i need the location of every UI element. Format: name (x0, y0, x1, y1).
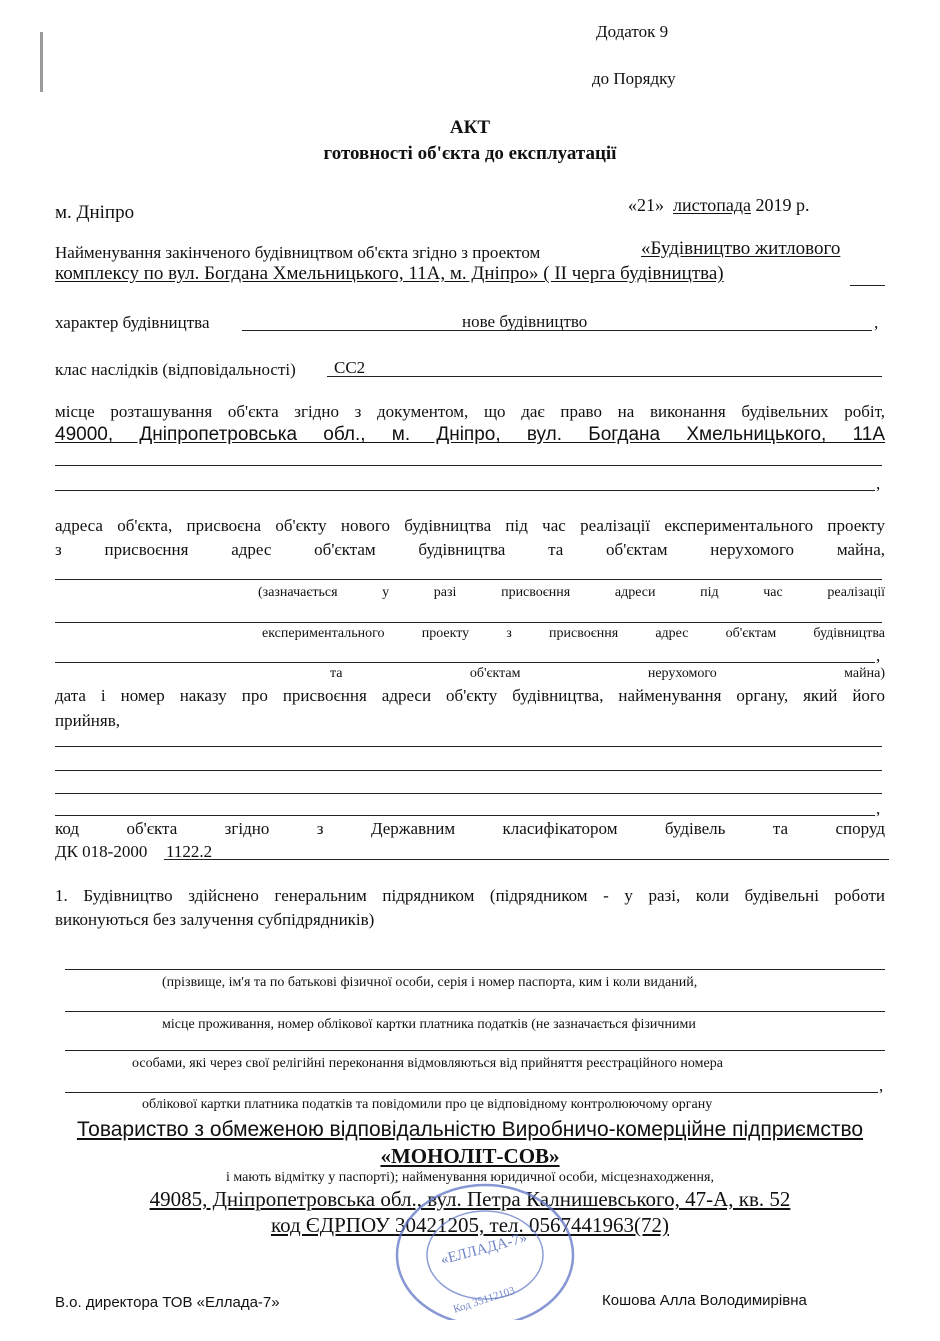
consequence-class-label: клас наслідків (відповідальності) (55, 360, 296, 379)
blank-line (65, 1092, 878, 1093)
classifier-value: 1122.2 (166, 842, 213, 861)
classifier-prefix: ДК 018-2000 (55, 842, 148, 861)
annex-label: Додаток 9 (596, 22, 669, 41)
contractor-name-1: Товариство з обмеженою відповідальністю Виробничо-комерційне підприємство (76, 1118, 864, 1141)
blank-line (55, 622, 882, 623)
date-day: «21» (628, 195, 664, 215)
blank-line (55, 579, 882, 580)
blank-line (55, 770, 882, 771)
comma: , (876, 474, 881, 493)
contractor-address: 49085, Дніпропетровська обл., вул. Петра Калнишевського, 47-А, кв. 52 (149, 1187, 791, 1211)
section1-note-1: (прізвище, ім'я та по батькові фізичної особи, серія і номер паспорта, ким і коли виданий, (162, 975, 698, 990)
signer-title: В.о. директора ТОВ «Еллада-7» (55, 1294, 280, 1311)
blank-line (55, 815, 875, 816)
section1-note-2: місце проживання, номер облікової картки платника податків (не зазначається фізичними (162, 1017, 696, 1032)
blank-line (55, 490, 875, 491)
scan-artifact (40, 32, 43, 92)
blank-line (65, 1011, 885, 1012)
section1-text-1: 1. Будівництво здійснено генеральним підрядником (підрядником - у разі, коли будівельні роботи (55, 886, 885, 905)
consequence-class-line (327, 376, 882, 377)
contractor-code: код ЄДРПОУ 30421205, тел. 0567441963(72) (270, 1213, 670, 1237)
signer-name: Кошова Алла Володимирівна (602, 1292, 807, 1309)
contractor-name-2: «МОНОЛІТ-СОВ» (380, 1144, 560, 1168)
blank-line (55, 465, 882, 466)
city: м. Дніпро (55, 202, 135, 223)
order-info-label-1: дата і номер наказу про присвоєння адреси об'єкту будівництва, найменування органу, який його (55, 686, 885, 705)
comma: , (876, 646, 881, 665)
company-stamp (390, 1175, 580, 1320)
blank-line (55, 662, 875, 663)
stamp-code-text: Код 35112103 (451, 1284, 517, 1316)
classifier-line (164, 859, 889, 860)
comma: , (874, 313, 879, 332)
blank-line (55, 793, 882, 794)
section1-note-5: і мають відмітку у паспорті); найменування юридичної особи, місцезнаходження, (226, 1170, 714, 1185)
classifier-label: код об'єкта згідно з Державним класифікатором будівель та споруд (55, 819, 885, 838)
address-note-3: та об'єктам нерухомого майна) (330, 666, 885, 681)
date-line (628, 195, 810, 216)
location-label: місце розташування об'єкта згідно з документом, що дає право на виконання будівельних робіт, (55, 402, 885, 421)
blank-line (65, 1050, 885, 1051)
construction-type-value: нове будівництво (462, 312, 588, 331)
section1-note-4: облікової картки платника податків та повідомили про це відповідному контролюючому органу (142, 1097, 713, 1112)
date-month: листопада (673, 195, 752, 215)
object-name-label: Найменування закінченого будівництвом об'єкта згідно з проектом (55, 243, 541, 262)
comma: , (879, 1076, 884, 1095)
comma: , (876, 799, 881, 818)
address-label-2: з присвоєння адрес об'єктам будівництва та об'єктам нерухомого майна, (55, 540, 885, 559)
stamp-center-text: «ЕЛЛАДА-7» (439, 1229, 529, 1269)
object-name-value-2: комплексу по вул. Богдана Хмельницького, 11А, м. Дніпро» ( ІІ черга будівництва) (55, 263, 724, 284)
order-info-label-2: прийняв, (55, 711, 120, 730)
address-note-1: (зазначається у разі присвоєння адреси під час реалізації (258, 585, 885, 600)
address-label-1: адреса об'єкта, присвоєна об'єкту нового будівництва під час реалізації експериментального проекту (55, 516, 885, 535)
document-title: АКТ (449, 117, 491, 138)
consequence-class-value: СС2 (334, 358, 366, 377)
blank-line (65, 969, 885, 970)
address-note-2: експериментального проекту з присвоєння адрес об'єктам будівництва (262, 626, 885, 641)
blank-line (55, 746, 882, 747)
to-order-label: до Порядку (592, 69, 676, 88)
underline (850, 285, 885, 286)
object-name-value-1: «Будівництво житлового (641, 238, 841, 259)
date-year: 2019 р. (755, 195, 810, 215)
location-value: 49000, Дніпропетровська обл., м. Дніпро, вул. Богдана Хмельницького, 11А (55, 424, 885, 445)
construction-type-label: характер будівництва (55, 313, 210, 332)
section1-note-3: особами, які через свої релігійні переконання відмовляються від прийняття реєстраційного номера (132, 1056, 723, 1071)
document-subtitle: готовності об'єкта до експлуатації (323, 143, 617, 164)
section1-text-2: виконуються без залучення субпідрядників) (55, 910, 375, 929)
